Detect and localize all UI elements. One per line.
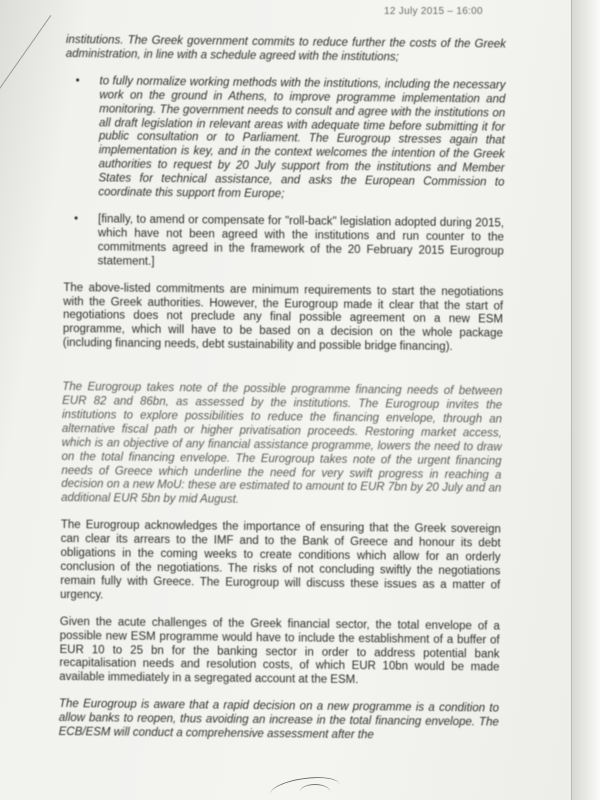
paragraph-banks-reopen: The Eurogroup is aware that a rapid decision on a new programme is a condition to allow banks to reopen, thus avoiding an increase in the total financing envelope. The ECB/ESM will conduct a comprehensive assessment after the — [58, 698, 500, 742]
paragraph-banking-buffer: Given the acute challenges of the Greek financial sector, the total envelope of a possible new ESM programme would have to include the establishment of a buffer of EUR 10 to 25 bn for the banking sector in order to address potential bank recapitalisation needs and resolution costs, of which EUR 10bn would be made available immediately in a segregated account at the ESM. — [59, 615, 500, 687]
document-body — [58, 34, 506, 758]
date-header: 12 July 2015 – 16:00 — [384, 6, 483, 17]
bullet-text: [finally, to amend or compensate for "roll-back" legislation adopted during 2015, which have not been agreed with the institutions and run counter to the commitments agreed in the framework of the 20 February 2015 Eurogroup statement.] — [97, 213, 505, 268]
handwritten-mark — [300, 784, 330, 799]
bullet-text: to fully normalize working methods with the institutions, including the necessary work on the ground in Athens, to improve programme implementation and monitoring. The government needs to consult and agree with the institutions on all draft legislation in relevant areas with adequate time before submitting it for public consultation or to Parliament. The Eurogroup stresses again that implementation is key, and in the context welcomes the intention of the Greek authorities to request by 20 July support from the institutions and Member States for technical assistance, and asks the European Commission to coordinate this support from Europe; — [98, 75, 506, 201]
bullet-item-roll-back — [73, 213, 505, 273]
bullet-mark: • — [75, 74, 80, 87]
paragraph-continuation: institutions. The Greek government commits to reduce further the costs of the Greek administration, in line with a schedule agreed with the institutions; — [65, 34, 506, 64]
paragraph-minimum-requirements: The above-listed commitments are minimum requirements to start the negotiations with the Greek authorities. However, the Eurogroup made it clear that the start of negotiations does not preclude any final possible agreement on a new ESM programme, which will have to be based on a decision on the whole package (including financing needs, debt sustainability and possible bridge financing). — [62, 281, 504, 354]
adjacent-page-edge — [571, 0, 600, 800]
paragraph-financing-needs: The Eurogroup takes note of the possible programme financing needs of between EUR 82 and 86bn, as assessed by the institutions. The Eurogroup invites the institutions to explore possibilities to reduce the financing envelope, through an alternative fiscal path or higher privatisation proceeds. Restoring market access, which is an objective of any financial assistance programme, lowers the need to draw on the total financing envelope. The Eurogroup takes note of the urgent financing needs of Greece which underline the need for very swift progress in reaching a decision on a new MoU: these are estimated to amount to EUR 7bn by 20 July and an additional EUR 5bn by mid August. — [61, 381, 503, 507]
page-fold-shadow — [0, 0, 51, 89]
bullet-mark: • — [73, 213, 79, 226]
paragraph-imf-arrears: The Eurogroup acknowledges the importance of ensuring that the Greek sovereign can clear its arrears to the IMF and to the Bank of Greece and honour its debt obligations in the coming weeks to create conditions which allow for an orderly conclusion of the negotiations. The risks of not concluding swiftly the negotiations remain fully with Greece. The Eurogroup will discuss these issues as a matter of urgency. — [60, 519, 501, 602]
bullet-item-working-methods — [75, 74, 506, 204]
